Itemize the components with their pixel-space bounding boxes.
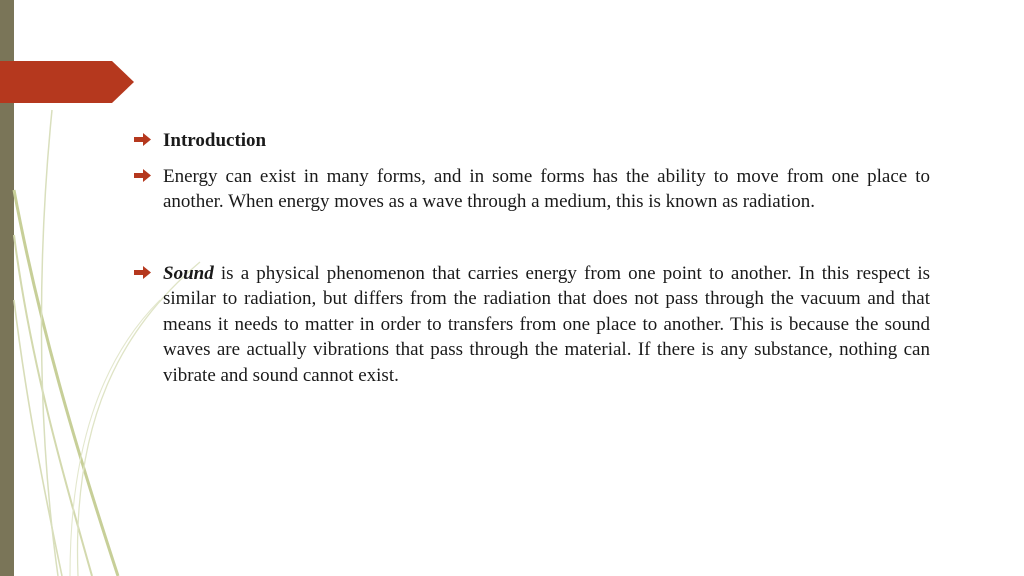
curve-2 bbox=[14, 235, 92, 576]
arrow-right-icon bbox=[134, 169, 151, 182]
sound-paragraph: is a physical phenomenon that carries energy from one point to another. In this respect is similar to radiation, but differs from the radiation that does not pass through the vacuum and that means it needs to matter in order to transfers from one place to another. This is because the sound waves are actually vibrations that pass through the material. If there is any substance, nothing can vibrate and sound cannot exist. bbox=[163, 262, 930, 386]
slide-heading: Introduction bbox=[163, 130, 267, 151]
energy-paragraph: Energy can exist in many forms, and in some forms has the ability to move from one place to another. When energy moves as a wave through a medium, this is known as radiation. bbox=[163, 165, 930, 212]
sound-emphasis: Sound bbox=[163, 262, 214, 284]
curve-1 bbox=[14, 190, 118, 576]
arrow-right-icon bbox=[134, 133, 151, 146]
accent-arrow-shape bbox=[0, 61, 134, 103]
bullet-item-heading bbox=[134, 128, 930, 154]
slide-content bbox=[134, 128, 930, 388]
arrow-right-icon bbox=[134, 266, 151, 279]
bullet-item-energy bbox=[134, 164, 930, 215]
bullet-item-sound bbox=[134, 261, 930, 389]
